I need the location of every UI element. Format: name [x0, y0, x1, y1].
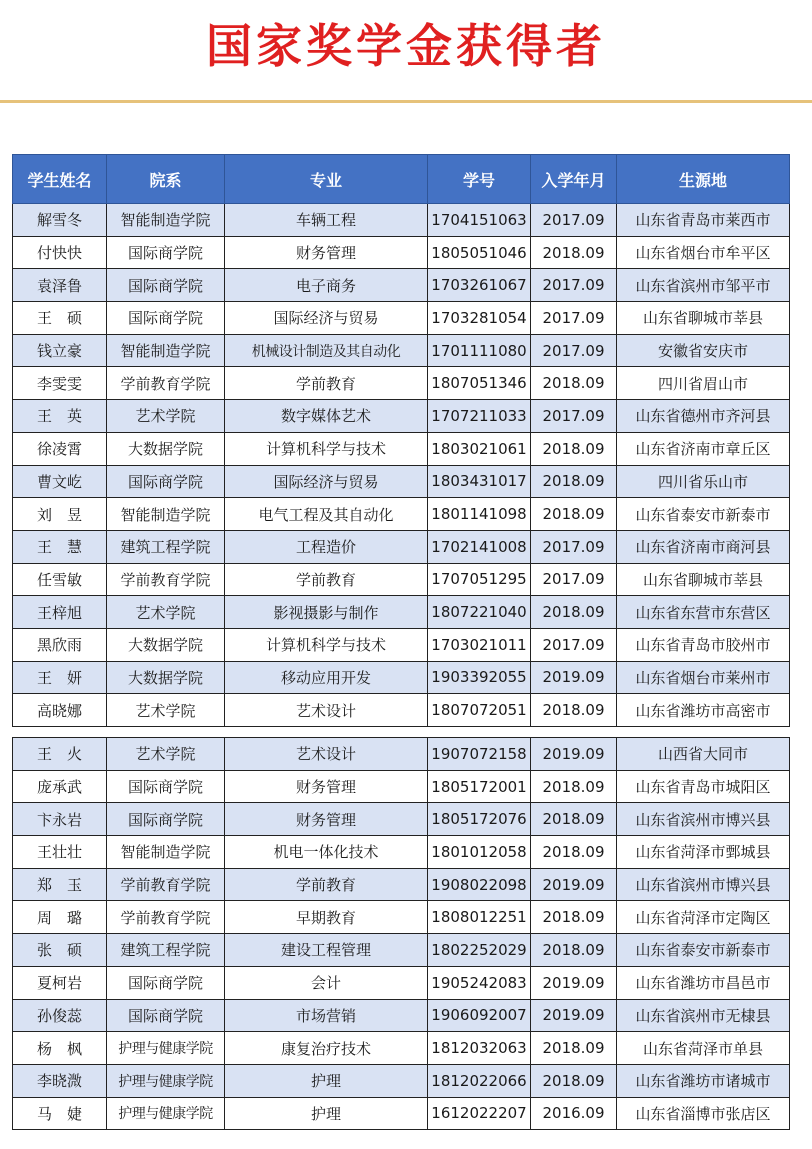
cell-name: 王壮壮 — [13, 836, 107, 869]
cell-student-id: 1906092007 — [428, 999, 531, 1032]
cell-major: 电子商务 — [225, 269, 428, 302]
cell-department: 学前教育学院 — [107, 367, 225, 400]
cell-origin: 山东省聊城市莘县 — [617, 563, 790, 596]
cell-student-id: 1701111080 — [428, 334, 531, 367]
cell-student-id: 1808012251 — [428, 901, 531, 934]
header-origin: 生源地 — [617, 155, 790, 204]
cell-department: 智能制造学院 — [107, 836, 225, 869]
header-major: 专业 — [225, 155, 428, 204]
cell-student-id: 1905242083 — [428, 966, 531, 999]
cell-enrollment: 2018.09 — [531, 596, 617, 629]
cell-name: 李晓溦 — [13, 1064, 107, 1097]
table-row — [13, 999, 790, 1032]
cell-origin: 山东省济南市商河县 — [617, 530, 790, 563]
cell-name: 郑 玉 — [13, 868, 107, 901]
cell-origin: 山东省泰安市新泰市 — [617, 934, 790, 967]
cell-enrollment: 2018.09 — [531, 1032, 617, 1065]
cell-major: 移动应用开发 — [225, 661, 428, 694]
cell-student-id: 1703021011 — [428, 628, 531, 661]
cell-enrollment: 2018.09 — [531, 770, 617, 803]
gap-cell — [428, 727, 531, 738]
cell-major: 学前教育 — [225, 563, 428, 596]
table-body — [13, 204, 790, 1130]
cell-enrollment: 2019.09 — [531, 738, 617, 771]
cell-major: 护理 — [225, 1064, 428, 1097]
gap-cell — [225, 727, 428, 738]
table-row — [13, 530, 790, 563]
cell-name: 王 英 — [13, 400, 107, 433]
cell-enrollment: 2017.09 — [531, 563, 617, 596]
cell-department: 建筑工程学院 — [107, 530, 225, 563]
cell-major: 会计 — [225, 966, 428, 999]
table-row — [13, 934, 790, 967]
cell-student-id: 1707051295 — [428, 563, 531, 596]
cell-name: 解雪冬 — [13, 204, 107, 237]
cell-name: 付快快 — [13, 236, 107, 269]
cell-major: 建设工程管理 — [225, 934, 428, 967]
cell-origin: 山东省滨州市无棣县 — [617, 999, 790, 1032]
cell-enrollment: 2017.09 — [531, 530, 617, 563]
cell-major: 车辆工程 — [225, 204, 428, 237]
cell-origin: 山东省泰安市新泰市 — [617, 498, 790, 531]
cell-name: 王 火 — [13, 738, 107, 771]
table-row — [13, 432, 790, 465]
cell-major: 财务管理 — [225, 236, 428, 269]
table-row — [13, 498, 790, 531]
cell-origin: 山东省滨州市博兴县 — [617, 868, 790, 901]
cell-major: 影视摄影与制作 — [225, 596, 428, 629]
cell-name: 袁泽鲁 — [13, 269, 107, 302]
cell-department: 学前教育学院 — [107, 868, 225, 901]
cell-department: 国际商学院 — [107, 770, 225, 803]
cell-student-id: 1801141098 — [428, 498, 531, 531]
cell-department: 护理与健康学院 — [107, 1097, 225, 1130]
cell-name: 周 璐 — [13, 901, 107, 934]
table-row — [13, 1032, 790, 1065]
header-department: 院系 — [107, 155, 225, 204]
cell-enrollment: 2017.09 — [531, 204, 617, 237]
table-row — [13, 661, 790, 694]
cell-student-id: 1805051046 — [428, 236, 531, 269]
cell-enrollment: 2018.09 — [531, 694, 617, 727]
cell-department: 国际商学院 — [107, 803, 225, 836]
cell-name: 庞承武 — [13, 770, 107, 803]
table-row — [13, 803, 790, 836]
cell-major: 电气工程及其自动化 — [225, 498, 428, 531]
cell-name: 张 硕 — [13, 934, 107, 967]
gap-cell — [617, 727, 790, 738]
cell-origin: 山西省大同市 — [617, 738, 790, 771]
cell-enrollment: 2018.09 — [531, 901, 617, 934]
cell-enrollment: 2018.09 — [531, 236, 617, 269]
cell-enrollment: 2017.09 — [531, 334, 617, 367]
title-band — [0, 0, 812, 102]
cell-major: 数字媒体艺术 — [225, 400, 428, 433]
cell-student-id: 1812022066 — [428, 1064, 531, 1097]
cell-department: 国际商学院 — [107, 999, 225, 1032]
cell-major: 艺术设计 — [225, 738, 428, 771]
cell-enrollment: 2017.09 — [531, 400, 617, 433]
cell-department: 大数据学院 — [107, 661, 225, 694]
cell-origin: 山东省烟台市牟平区 — [617, 236, 790, 269]
cell-student-id: 1802252029 — [428, 934, 531, 967]
table-row — [13, 1097, 790, 1130]
cell-major: 计算机科学与技术 — [225, 628, 428, 661]
table-row — [13, 694, 790, 727]
cell-origin: 山东省潍坊市诸城市 — [617, 1064, 790, 1097]
cell-major: 市场营销 — [225, 999, 428, 1032]
cell-enrollment: 2017.09 — [531, 269, 617, 302]
cell-student-id: 1703281054 — [428, 302, 531, 335]
table-row — [13, 836, 790, 869]
cell-name: 夏柯岩 — [13, 966, 107, 999]
cell-department: 艺术学院 — [107, 400, 225, 433]
cell-department: 学前教育学院 — [107, 563, 225, 596]
cell-origin: 山东省潍坊市昌邑市 — [617, 966, 790, 999]
cell-enrollment: 2018.09 — [531, 836, 617, 869]
cell-enrollment: 2016.09 — [531, 1097, 617, 1130]
cell-student-id: 1803021061 — [428, 432, 531, 465]
page-title: 国家奖学金获得者 — [206, 19, 606, 73]
table-row — [13, 400, 790, 433]
cell-department: 国际商学院 — [107, 302, 225, 335]
cell-department: 智能制造学院 — [107, 204, 225, 237]
cell-name: 徐凌霄 — [13, 432, 107, 465]
cell-department: 护理与健康学院 — [107, 1032, 225, 1065]
cell-name: 马 婕 — [13, 1097, 107, 1130]
cell-student-id: 1903392055 — [428, 661, 531, 694]
cell-enrollment: 2019.09 — [531, 999, 617, 1032]
cell-major: 艺术设计 — [225, 694, 428, 727]
title-divider — [0, 100, 812, 103]
cell-origin: 四川省眉山市 — [617, 367, 790, 400]
table-row — [13, 204, 790, 237]
cell-student-id: 1704151063 — [428, 204, 531, 237]
cell-name: 王 硕 — [13, 302, 107, 335]
cell-department: 学前教育学院 — [107, 901, 225, 934]
cell-enrollment: 2017.09 — [531, 628, 617, 661]
cell-major: 机电一体化技术 — [225, 836, 428, 869]
table-row — [13, 738, 790, 771]
cell-origin: 山东省东营市东营区 — [617, 596, 790, 629]
table-row — [13, 966, 790, 999]
cell-name: 王 妍 — [13, 661, 107, 694]
cell-enrollment: 2018.09 — [531, 803, 617, 836]
cell-name: 杨 枫 — [13, 1032, 107, 1065]
cell-origin: 山东省滨州市博兴县 — [617, 803, 790, 836]
cell-enrollment: 2018.09 — [531, 1064, 617, 1097]
cell-student-id: 1801012058 — [428, 836, 531, 869]
cell-department: 艺术学院 — [107, 596, 225, 629]
table-row — [13, 901, 790, 934]
cell-enrollment: 2018.09 — [531, 432, 617, 465]
gap-cell — [107, 727, 225, 738]
cell-student-id: 1612022207 — [428, 1097, 531, 1130]
cell-major: 学前教育 — [225, 367, 428, 400]
cell-student-id: 1702141008 — [428, 530, 531, 563]
cell-department: 智能制造学院 — [107, 334, 225, 367]
cell-enrollment: 2019.09 — [531, 868, 617, 901]
cell-student-id: 1908022098 — [428, 868, 531, 901]
cell-name: 黑欣雨 — [13, 628, 107, 661]
table-row — [13, 1064, 790, 1097]
cell-origin: 山东省青岛市莱西市 — [617, 204, 790, 237]
cell-name: 曹文屹 — [13, 465, 107, 498]
cell-origin: 山东省德州市齐河县 — [617, 400, 790, 433]
cell-department: 国际商学院 — [107, 966, 225, 999]
cell-major: 工程造价 — [225, 530, 428, 563]
table-row — [13, 334, 790, 367]
header-student-id: 学号 — [428, 155, 531, 204]
table-row — [13, 302, 790, 335]
cell-enrollment: 2019.09 — [531, 966, 617, 999]
gap-cell — [13, 727, 107, 738]
cell-department: 国际商学院 — [107, 236, 225, 269]
cell-student-id: 1805172001 — [428, 770, 531, 803]
cell-department: 大数据学院 — [107, 628, 225, 661]
cell-origin: 山东省菏泽市单县 — [617, 1032, 790, 1065]
cell-major: 国际经济与贸易 — [225, 465, 428, 498]
cell-major: 财务管理 — [225, 770, 428, 803]
table-group-gap — [13, 727, 790, 738]
cell-student-id: 1807072051 — [428, 694, 531, 727]
cell-major: 机械设计制造及其自动化 — [225, 334, 428, 367]
cell-student-id: 1807051346 — [428, 367, 531, 400]
cell-enrollment: 2018.09 — [531, 465, 617, 498]
cell-major: 学前教育 — [225, 868, 428, 901]
cell-enrollment: 2018.09 — [531, 367, 617, 400]
header-enrollment: 入学年月 — [531, 155, 617, 204]
cell-major: 康复治疗技术 — [225, 1032, 428, 1065]
cell-origin: 山东省青岛市城阳区 — [617, 770, 790, 803]
cell-student-id: 1807221040 — [428, 596, 531, 629]
cell-enrollment: 2017.09 — [531, 302, 617, 335]
cell-origin: 山东省菏泽市鄄城县 — [617, 836, 790, 869]
cell-major: 计算机科学与技术 — [225, 432, 428, 465]
table-row — [13, 563, 790, 596]
cell-department: 艺术学院 — [107, 738, 225, 771]
cell-enrollment: 2018.09 — [531, 498, 617, 531]
cell-name: 王 慧 — [13, 530, 107, 563]
cell-name: 高晓娜 — [13, 694, 107, 727]
cell-major: 财务管理 — [225, 803, 428, 836]
table-header-row — [13, 155, 790, 204]
cell-department: 护理与健康学院 — [107, 1064, 225, 1097]
cell-origin: 山东省滨州市邹平市 — [617, 269, 790, 302]
table-row — [13, 628, 790, 661]
cell-origin: 四川省乐山市 — [617, 465, 790, 498]
cell-department: 建筑工程学院 — [107, 934, 225, 967]
cell-name: 李雯雯 — [13, 367, 107, 400]
cell-student-id: 1805172076 — [428, 803, 531, 836]
cell-major: 早期教育 — [225, 901, 428, 934]
cell-student-id: 1703261067 — [428, 269, 531, 302]
header-name: 学生姓名 — [13, 155, 107, 204]
scholarship-table — [12, 154, 790, 1130]
cell-department: 国际商学院 — [107, 465, 225, 498]
gap-cell — [531, 727, 617, 738]
table-row — [13, 770, 790, 803]
cell-department: 艺术学院 — [107, 694, 225, 727]
cell-origin: 山东省烟台市莱州市 — [617, 661, 790, 694]
table-row — [13, 236, 790, 269]
cell-student-id: 1812032063 — [428, 1032, 531, 1065]
cell-name: 孙俊蕊 — [13, 999, 107, 1032]
table-row — [13, 367, 790, 400]
cell-name: 钱立豪 — [13, 334, 107, 367]
cell-enrollment: 2018.09 — [531, 934, 617, 967]
table-row — [13, 868, 790, 901]
cell-name: 刘 昱 — [13, 498, 107, 531]
cell-origin: 山东省济南市章丘区 — [617, 432, 790, 465]
cell-name: 王梓旭 — [13, 596, 107, 629]
cell-origin: 山东省青岛市胶州市 — [617, 628, 790, 661]
cell-major: 国际经济与贸易 — [225, 302, 428, 335]
cell-student-id: 1707211033 — [428, 400, 531, 433]
table-row — [13, 465, 790, 498]
table-row — [13, 596, 790, 629]
cell-student-id: 1803431017 — [428, 465, 531, 498]
cell-student-id: 1907072158 — [428, 738, 531, 771]
cell-name: 卞永岩 — [13, 803, 107, 836]
cell-origin: 安徽省安庆市 — [617, 334, 790, 367]
table-row — [13, 269, 790, 302]
cell-name: 任雪敏 — [13, 563, 107, 596]
cell-department: 国际商学院 — [107, 269, 225, 302]
cell-department: 大数据学院 — [107, 432, 225, 465]
cell-origin: 山东省淄博市张店区 — [617, 1097, 790, 1130]
cell-origin: 山东省菏泽市定陶区 — [617, 901, 790, 934]
cell-origin: 山东省聊城市莘县 — [617, 302, 790, 335]
cell-department: 智能制造学院 — [107, 498, 225, 531]
cell-major: 护理 — [225, 1097, 428, 1130]
cell-origin: 山东省潍坊市高密市 — [617, 694, 790, 727]
cell-enrollment: 2019.09 — [531, 661, 617, 694]
